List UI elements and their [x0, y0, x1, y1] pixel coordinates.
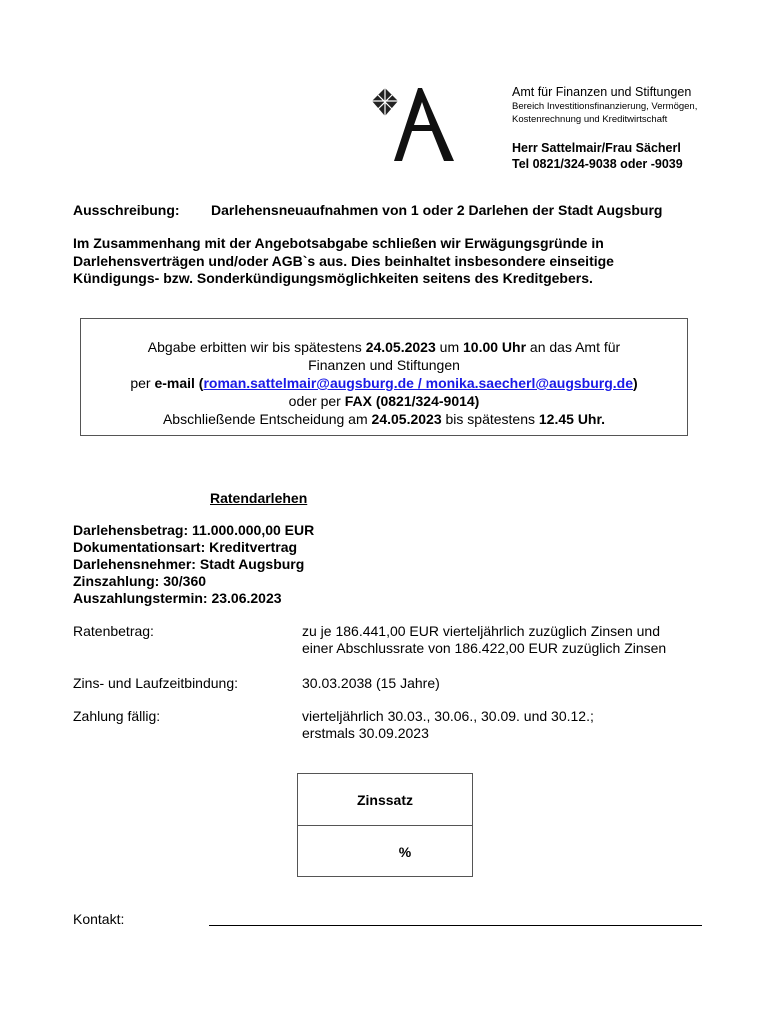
- pinecone-icon: [372, 88, 398, 116]
- notice-text: bis spätestens: [441, 411, 539, 427]
- borrower: Darlehensnehmer: Stadt Augsburg: [73, 556, 305, 572]
- loan-amount: Darlehensbetrag: 11.000.000,00 EUR: [73, 522, 315, 538]
- interest-rate-header: Zinssatz: [298, 774, 472, 826]
- tender-heading: [73, 202, 663, 218]
- row-value-line: erstmals 30.09.2023: [302, 725, 429, 741]
- notice-line-fax: [81, 392, 687, 410]
- tender-title: Darlehensneuaufnahmen von 1 oder 2 Darlehen der Stadt Augsburg: [211, 202, 663, 218]
- row-label: Ratenbetrag:: [73, 623, 154, 639]
- documentation-type: Dokumentationsart: Kreditvertrag: [73, 539, 298, 555]
- notice-text: Abschließende Entscheidung am: [162, 411, 372, 427]
- intro-paragraph: [73, 235, 713, 288]
- notice-text: Abgabe erbitten wir bis spätestens: [147, 339, 366, 355]
- loan-facts: [73, 522, 314, 607]
- contact-label: Kontakt:: [73, 911, 125, 927]
- letter-a-icon: [394, 88, 454, 161]
- email-links[interactable]: roman.sattelmair@augsburg.de / monika.saecherl@augsburg.de: [203, 375, 633, 391]
- decision-time: 12.45 Uhr.: [538, 411, 606, 427]
- notice-line-deadline: [81, 338, 687, 356]
- contact-names: Herr Sattelmair/Frau Sächerl: [512, 141, 681, 155]
- notice-text: ): [633, 375, 638, 391]
- row-value-line: vierteljährlich 30.03., 30.06., 30.09. und 30.12.;: [302, 708, 594, 724]
- city-logo: [370, 86, 460, 166]
- row-value-line: 30.03.2038 (15 Jahre): [302, 675, 440, 691]
- interest-rate-box: [297, 773, 473, 877]
- org-name: Amt für Finanzen und Stiftungen: [512, 85, 692, 99]
- row-value-line: zu je 186.441,00 EUR vierteljährlich zuzüglich Zinsen und: [302, 623, 660, 639]
- intro-line: Kündigungs- bzw. Sonderkündigungsmöglichkeiten seitens des Kreditgebers.: [73, 270, 593, 286]
- contact-signature-line[interactable]: [209, 925, 702, 926]
- notice-text: an das Amt für: [526, 339, 621, 355]
- email-label: e-mail: [154, 375, 195, 391]
- org-subtitle-line: Bereich Investitionsfinanzierung, Vermögen,: [512, 101, 698, 112]
- notice-text: oder per: [288, 393, 345, 409]
- interest-rate-field[interactable]: %: [398, 843, 412, 860]
- deadline-date: 24.05.2023: [365, 339, 436, 355]
- notice-text: per: [130, 375, 155, 391]
- notice-text: (: [194, 375, 204, 391]
- deadline-time: 10.00 Uhr: [463, 339, 527, 355]
- contact-phone: Tel 0821/324-9038 oder -9039: [512, 157, 683, 171]
- interest-calculation: Zinszahlung: 30/360: [73, 573, 207, 589]
- intro-line: Im Zusammenhang mit der Angebotsabgabe schließen wir Erwägungsgründe in: [73, 235, 604, 251]
- tender-label: Ausschreibung:: [73, 202, 180, 218]
- row-value: [302, 708, 742, 742]
- intro-line: Darlehensverträgen und/oder AGB`s aus. Dies beinhaltet insbesondere einseitige: [73, 252, 614, 269]
- notice-line-decision: [81, 410, 687, 428]
- row-label: Zahlung fällig:: [73, 708, 161, 724]
- org-subtitle-line: Kostenrechnung und Kreditwirtschaft: [512, 114, 668, 125]
- notice-line-office: Finanzen und Stiftungen: [308, 357, 460, 373]
- contact-block: [512, 140, 683, 172]
- notice-line-email: [81, 374, 687, 392]
- loan-type-title: Ratendarlehen: [210, 490, 308, 506]
- row-value-line: einer Abschlussrate von 186.422,00 EUR zuzüglich Zinsen: [302, 640, 667, 656]
- fax-number: FAX (0821/324-9014): [344, 393, 480, 409]
- submission-notice-box: [80, 318, 688, 436]
- payout-date: Auszahlungstermin: 23.06.2023: [73, 590, 282, 606]
- row-value: [302, 623, 742, 657]
- notice-text: um: [435, 339, 463, 355]
- decision-date: 24.05.2023: [371, 411, 442, 427]
- row-value: [302, 675, 742, 692]
- row-label: Zins- und Laufzeitbindung:: [73, 675, 238, 691]
- org-subtitle: [512, 100, 752, 126]
